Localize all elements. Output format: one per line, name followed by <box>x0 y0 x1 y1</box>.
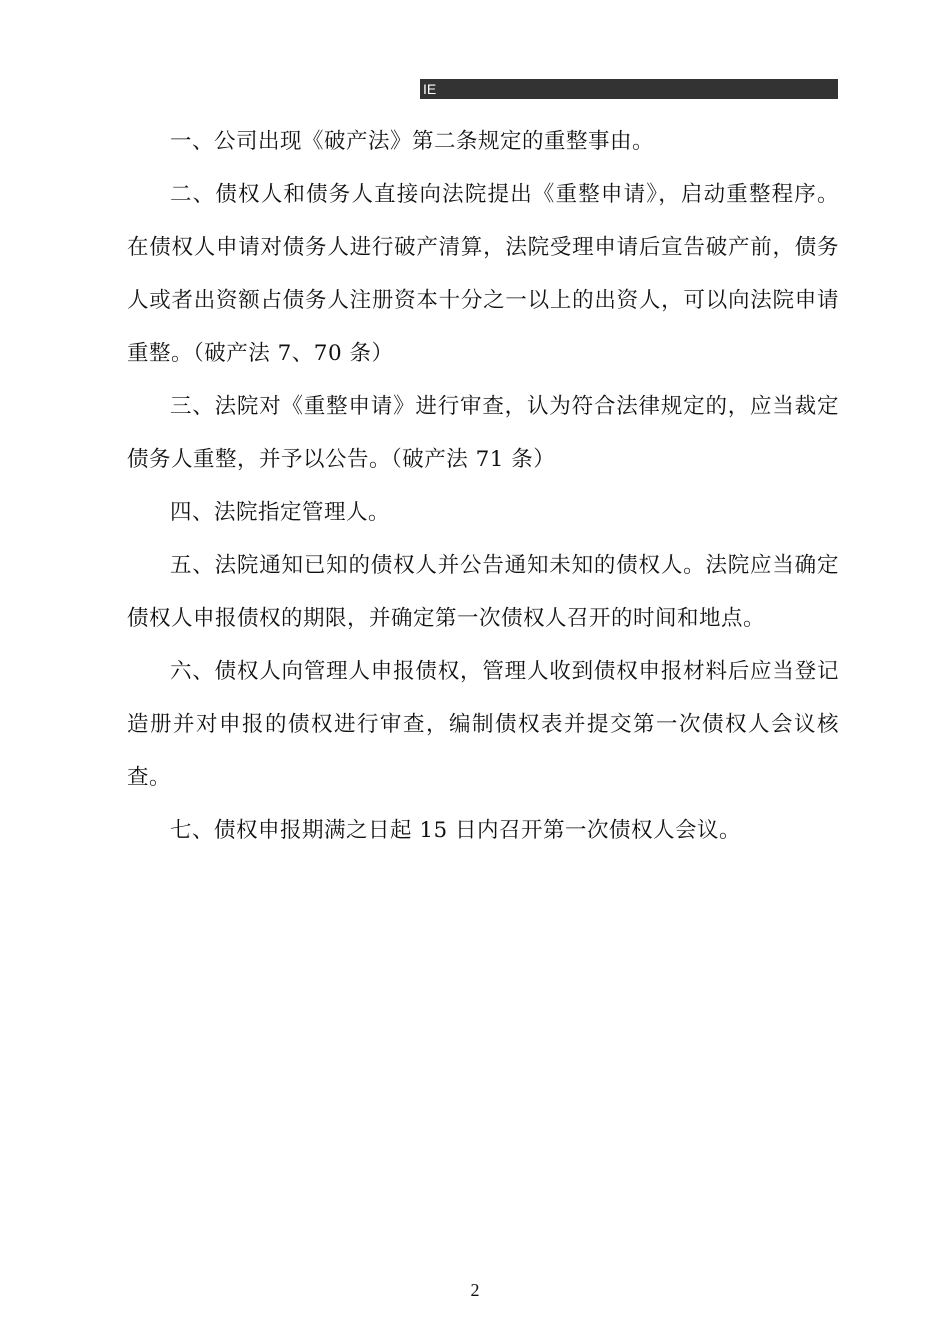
header-label: IE <box>423 81 437 97</box>
paragraph-7: 七、债权申报期满之日起 15 日内召开第一次债权人会议。 <box>170 818 742 843</box>
document-body <box>127 115 839 857</box>
paragraph-3: 三、法院对《重整申请》进行审查，认为符合法律规定的，应当裁定债务人重整，并予以公告。（破产法 71 条） <box>127 394 839 472</box>
paragraph-2: 二、债权人和债务人直接向法院提出《重整申请》，启动重整程序。在债权人申请对债务人进行破产清算，法院受理申请后宣告破产前，债务人或者出资额占债务人注册资本十分之一以上的出资人，可以向法院申请重整。（破产法 7、70 条） <box>127 182 839 366</box>
paragraph-6: 六、债权人向管理人申报债权，管理人收到债权申报材料后应当登记造册并对申报的债权进行审查，编制债权表并提交第一次债权人会议核查。 <box>127 659 839 790</box>
paragraph-4: 四、法院指定管理人。 <box>170 500 391 525</box>
paragraph-1: 一、公司出现《破产法》第二条规定的重整事由。 <box>170 129 655 154</box>
header-bar <box>420 79 838 99</box>
page-number: 2 <box>470 1280 480 1300</box>
paragraph-5: 五、法院通知已知的债权人并公告通知未知的债权人。法院应当确定债权人申报债权的期限，并确定第一次债权人召开的时间和地点。 <box>127 553 839 631</box>
